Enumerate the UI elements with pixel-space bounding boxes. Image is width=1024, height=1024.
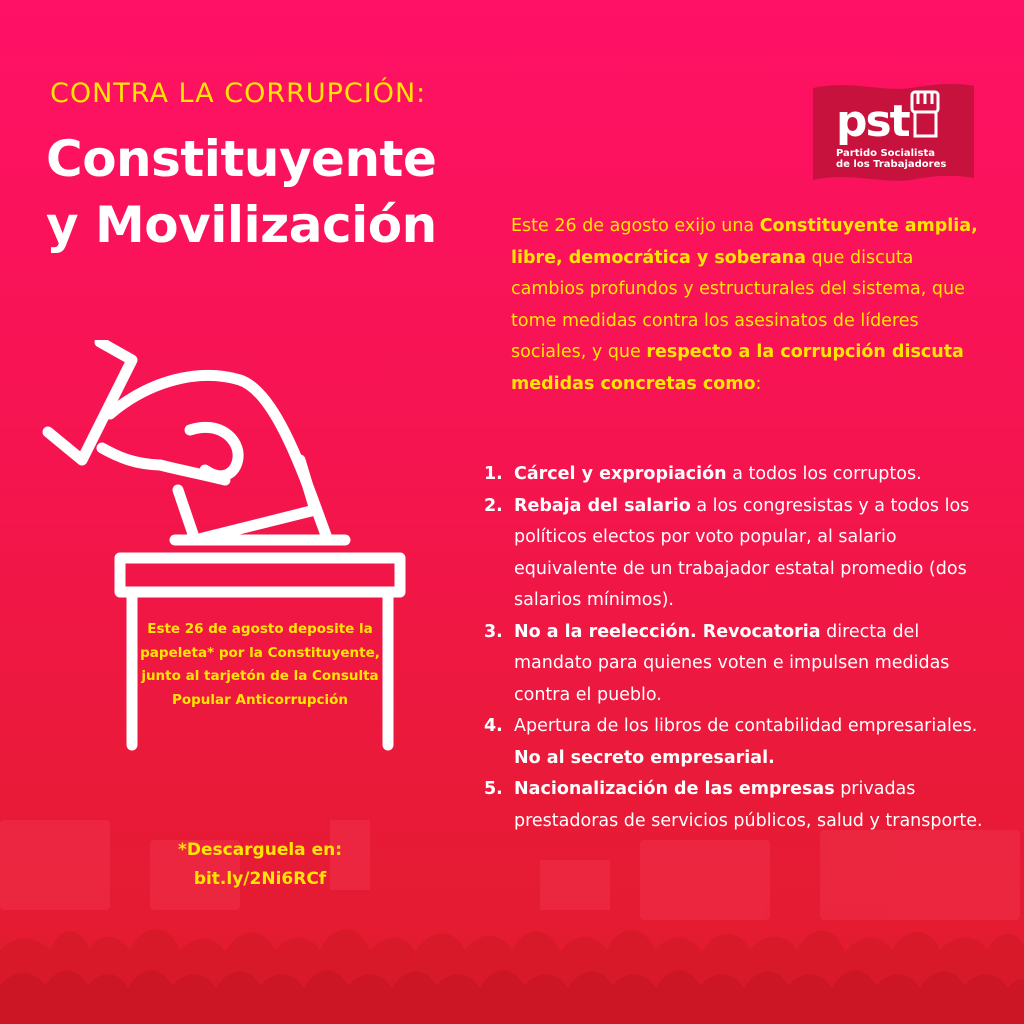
logo-subtitle-line-1: Partido Socialista (836, 148, 935, 159)
page-title (46, 126, 437, 258)
logo-subtitle (836, 148, 946, 170)
logo-subtitle-line-2: de los Trabajadores (836, 159, 947, 170)
intro-paragraph (511, 211, 991, 400)
list-text: directa del mandato para quienes voten e impulsen medidas contra el pueblo. (514, 621, 950, 705)
intro-bold-1: Constituyente amplia, libre, democrática y soberana (511, 216, 978, 268)
list-number: 2. (484, 495, 503, 516)
list-bold: No a la reelección. Revocatoria (514, 621, 821, 642)
intro-bold-2: respecto a la corrupción discuta medidas concretas como (511, 342, 964, 394)
list-item (484, 617, 984, 712)
list-number: 5. (484, 779, 503, 799)
list-bold: Nacionalización de las empresas (514, 779, 835, 799)
list-item (484, 491, 984, 617)
logo-wordmark: pst (836, 96, 909, 147)
download-link[interactable]: bit.ly/2Ni6RCf (193, 869, 327, 889)
list-item (484, 459, 984, 491)
title-line-1: Constituyente (46, 130, 437, 188)
list-text: Apertura de los libros de contabilidad empresariales. (514, 716, 978, 736)
intro-text-1: Este 26 de agosto exijo una (511, 216, 760, 236)
list-text: privadas prestadoras de servicios públicos, salud y transporte. (514, 779, 983, 831)
list-number: 4. (484, 716, 503, 736)
list-bold: No al secreto empresarial. (514, 747, 775, 768)
demands-list (484, 459, 984, 837)
download-info (150, 836, 370, 894)
list-number: 3. (484, 621, 503, 642)
list-bold: Cárcel y expropiación (514, 464, 727, 484)
intro-text-3: : (755, 373, 762, 394)
list-text: a los congresistas y a todos los políticos electos por voto popular, al salario equivalente de un trabajador estatal promedio (dos salarios mínimos). (514, 495, 970, 610)
list-item (484, 711, 984, 774)
list-item (484, 774, 984, 837)
raised-fist-icon (906, 88, 944, 140)
list-text: a todos los corruptos. (726, 464, 922, 484)
intro-text-2: que discuta cambios profundos y estructurales del sistema, que tome medidas contra los asesinatos de líderes sociales, y que (511, 247, 965, 362)
ballot-caption: Este 26 de agosto deposite la papeleta* por la Constituyente, junto al tarjetón de la Consulta Popular Anticorrupción (140, 621, 380, 708)
list-number: 1. (484, 464, 503, 484)
list-bold: Rebaja del salario (514, 495, 691, 516)
title-line-2: y Movilización (46, 196, 437, 254)
download-label: *Descarguela en: (177, 840, 343, 860)
kicker-heading: CONTRA LA CORRUPCIÓN: (50, 78, 427, 109)
